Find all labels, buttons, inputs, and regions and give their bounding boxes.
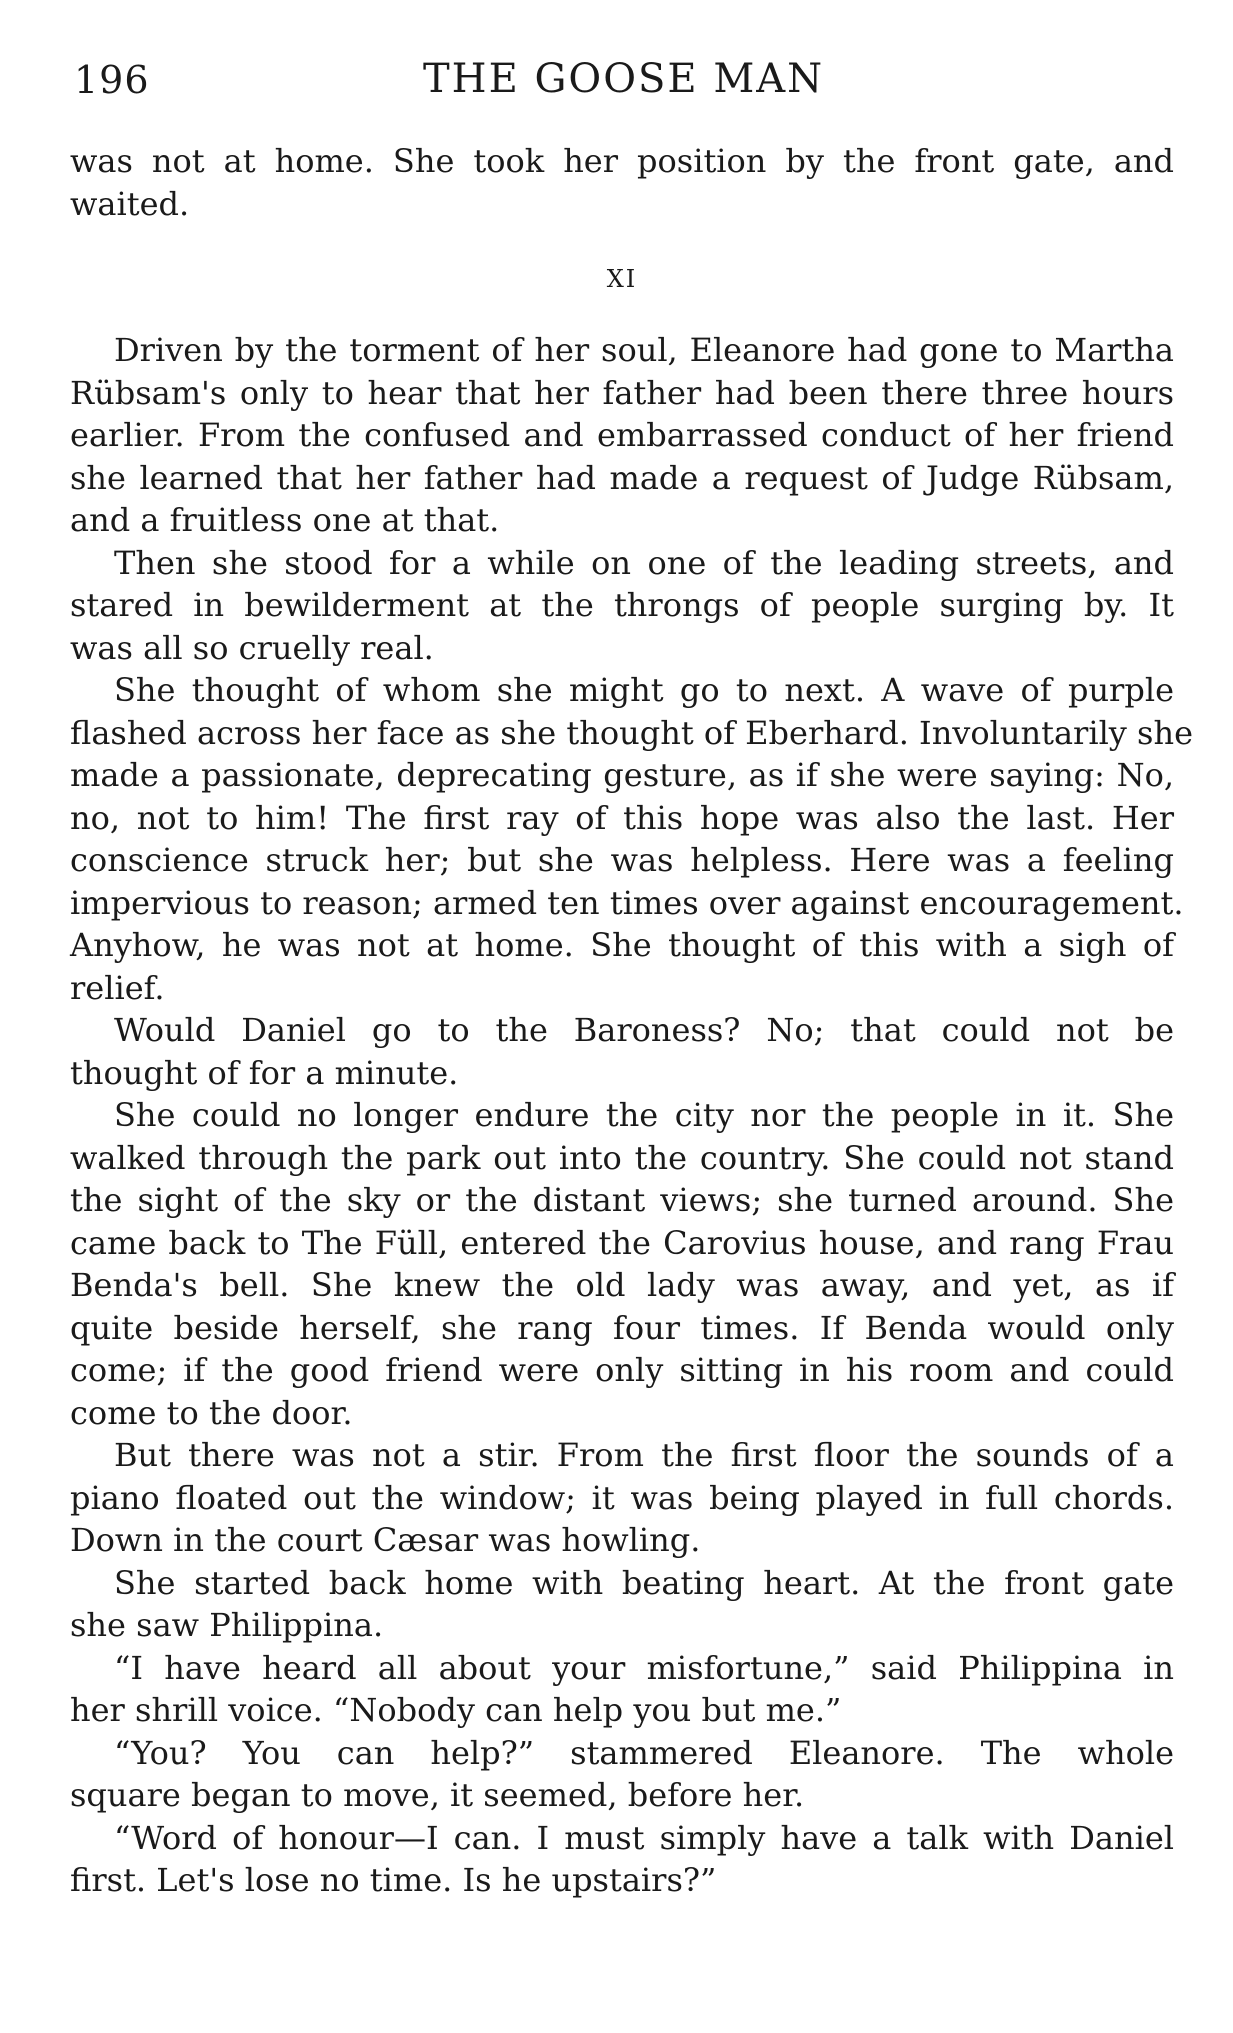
text-line: “Word of honour—I can. I must simply have a talk with Daniel <box>114 1818 1174 1857</box>
text-line: But there was not a stir. From the first floor the sounds of a <box>114 1436 1174 1474</box>
text-line: flashed across her face as she thought of Eberhard. Involuntarily she <box>70 713 1194 752</box>
text-line: first. Let's lose no time. Is he upstairs?” <box>70 1861 717 1899</box>
running-head: THE GOOSE MAN <box>423 56 825 102</box>
paragraph <box>70 669 1194 1009</box>
text-line: waited. <box>70 184 190 223</box>
text-line: She could no longer endure the city nor the people in it. She <box>114 1096 1174 1134</box>
text-line: Driven by the torment of her soul, Eleanore had gone to Martha <box>114 331 1174 369</box>
text-line: come to the door. <box>70 1393 353 1432</box>
text-line: was not at home. She took her position by the front gate, and <box>70 142 1174 180</box>
paragraph <box>70 1434 1174 1562</box>
text-line: no, not to him! The first ray of this hope was also the last. Her <box>70 798 1174 837</box>
text-line: piano floated out the window; it was being played in full chords. <box>70 1478 1174 1517</box>
text-line: came back to The Füll, entered the Carovius house, and rang Frau <box>70 1223 1174 1262</box>
text-line: Benda's bell. She knew the old lady was away, and yet, as if <box>70 1266 1174 1304</box>
text-line: square began to move, it seemed, before her. <box>70 1776 805 1814</box>
paragraph <box>70 1732 1174 1817</box>
text-line: relief. <box>70 968 165 1007</box>
text-line: thought of for a minute. <box>70 1053 459 1092</box>
text-line: Anyhow, he was not at home. She thought of this with a sigh of <box>70 926 1174 964</box>
text-line: was all so cruelly real. <box>70 628 434 667</box>
text-line: Rübsam's only to hear that her father had been there three hours <box>70 373 1174 412</box>
text-line: stared in bewilderment at the throngs of people surging by. It <box>70 586 1174 624</box>
text-line: the sight of the sky or the distant views; she turned around. She <box>70 1181 1174 1219</box>
text-line: quite beside herself, she rang four times. If Benda would only <box>70 1308 1174 1347</box>
text-line: come; if the good friend were only sitting in his room and could <box>70 1351 1174 1389</box>
paragraph <box>70 1562 1174 1647</box>
text-line: she learned that her father had made a request of Judge Rübsam, <box>70 458 1174 497</box>
text-line: she saw Philippina. <box>70 1606 384 1644</box>
paragraph <box>70 329 1174 542</box>
paragraph <box>70 1647 1174 1732</box>
paragraph <box>70 1094 1174 1434</box>
text-line: “You? You can help?” stammered Eleanore. The whole <box>114 1733 1174 1772</box>
body-text <box>70 140 1194 1902</box>
page-number: 196 <box>74 58 150 102</box>
text-line: impervious to reason; armed ten times over against encouragement. <box>70 883 1184 922</box>
text-line: Then she stood for a while on one of the leading streets, and <box>114 543 1174 582</box>
section-heading: XI <box>606 265 638 293</box>
text-line: She started back home with beating heart. At the front gate <box>114 1563 1174 1602</box>
text-line: She thought of whom she might go to next. A wave of purple <box>114 671 1174 709</box>
text-line: Down in the court Cæsar was howling. <box>70 1521 701 1559</box>
page-header <box>74 58 1174 118</box>
text-line: earlier. From the confused and embarrassed conduct of her friend <box>70 416 1174 454</box>
text-line: made a passionate, deprecating gesture, as if she were saying: No, <box>70 756 1174 794</box>
text-line: Would Daniel go to the Baroness? No; that could not be <box>114 1011 1174 1049</box>
text-line: “I have heard all about your misfortune,” said Philippina in <box>114 1648 1174 1687</box>
paragraph <box>70 1817 1174 1902</box>
paragraph <box>70 1009 1174 1094</box>
paragraph <box>70 542 1174 670</box>
text-line: and a fruitless one at that. <box>70 501 500 539</box>
paragraph <box>70 140 1174 225</box>
text-line: conscience struck her; but she was helpless. Here was a feeling <box>70 841 1174 879</box>
text-line: walked through the park out into the country. She could not stand <box>70 1138 1174 1177</box>
text-line: her shrill voice. “Nobody can help you but me.” <box>70 1691 842 1729</box>
